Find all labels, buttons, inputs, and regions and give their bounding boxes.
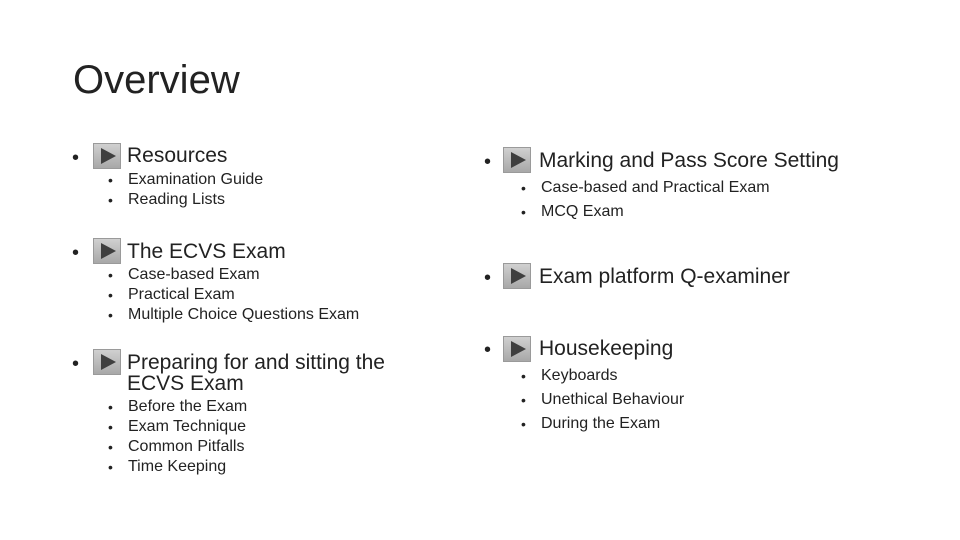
list-item: • Keyboards <box>521 367 618 384</box>
sub-list <box>108 170 263 210</box>
list-item: • Before the Exam <box>108 398 248 415</box>
play-icon <box>101 243 116 259</box>
slide-title: Overview <box>73 58 240 102</box>
play-button[interactable] <box>93 143 121 169</box>
play-icon <box>511 341 526 357</box>
list-item: • MCQ Exam <box>521 203 624 220</box>
section-label: Housekeeping <box>539 337 674 360</box>
section-label: Marking and Pass Score Setting <box>539 149 839 172</box>
list-item: • Unethical Behaviour <box>521 391 685 408</box>
section-label: The ECVS Exam <box>127 240 286 263</box>
bullet: • <box>484 339 492 361</box>
list-item: • Time Keeping <box>108 458 227 475</box>
list-item: • Practical Exam <box>108 286 235 303</box>
section-label-line1: Preparing for and sitting the <box>127 351 385 374</box>
bullet: • <box>72 242 80 264</box>
sub-list <box>521 176 770 224</box>
play-icon <box>511 152 526 168</box>
bullet: • <box>484 151 492 173</box>
list-item: • Examination Guide <box>108 171 264 188</box>
play-button[interactable] <box>503 147 531 173</box>
sub-list <box>108 397 247 477</box>
sub-list <box>108 265 359 325</box>
list-item: • Case-based Exam <box>108 266 260 283</box>
list-item: • Exam Technique <box>108 418 246 435</box>
bullet: • <box>72 353 80 375</box>
bullet: • <box>484 267 492 289</box>
list-item: • Case-based and Practical Exam <box>521 179 770 196</box>
sub-list <box>521 364 684 436</box>
play-icon <box>511 268 526 284</box>
list-item: • Multiple Choice Questions Exam <box>108 306 360 323</box>
list-item: • During the Exam <box>521 415 661 432</box>
section-label: Resources <box>127 144 228 167</box>
play-icon <box>101 148 116 164</box>
play-button[interactable] <box>93 349 121 375</box>
play-button[interactable] <box>93 238 121 264</box>
play-button[interactable] <box>503 263 531 289</box>
section-label-line2: ECVS Exam <box>127 372 244 395</box>
list-item: • Reading Lists <box>108 191 225 208</box>
list-item: • Common Pitfalls <box>108 438 245 455</box>
play-icon <box>101 354 116 370</box>
bullet: • <box>72 147 80 169</box>
section-label: Exam platform Q-examiner <box>539 265 790 288</box>
play-button[interactable] <box>503 336 531 362</box>
